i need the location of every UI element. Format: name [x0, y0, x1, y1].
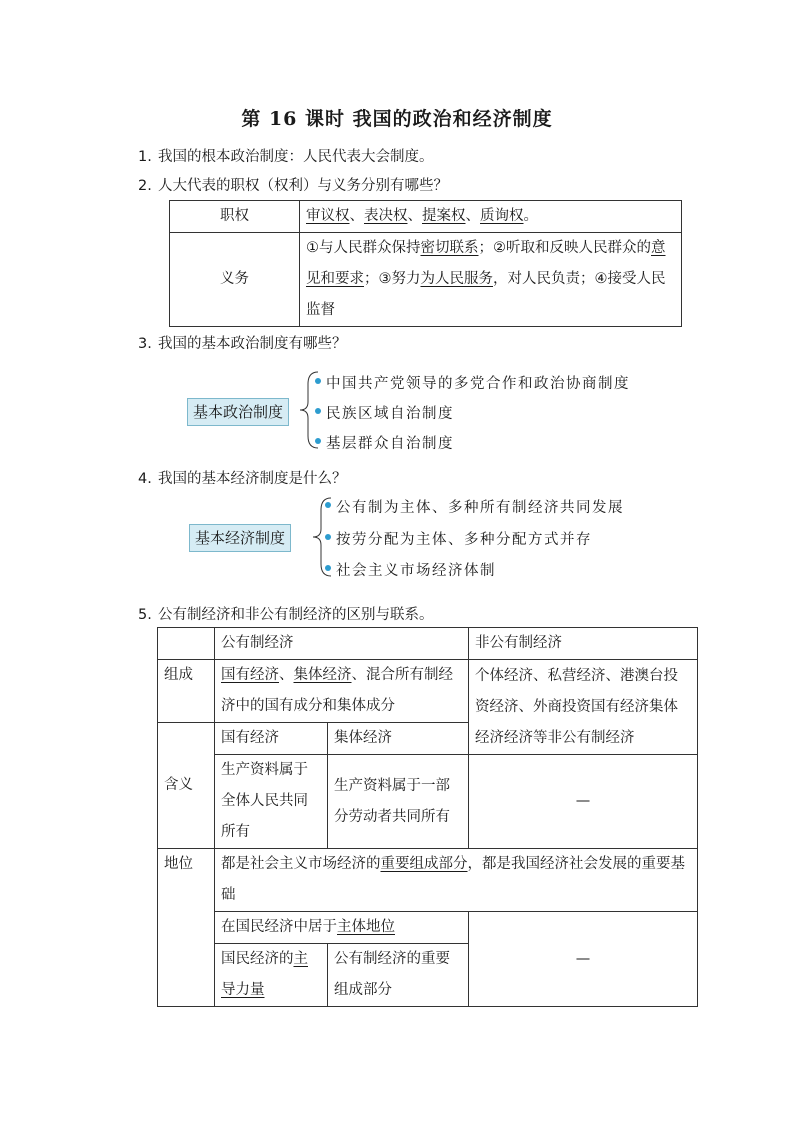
question-text: 我国的基本政治制度有哪些？: [158, 336, 347, 352]
text: 、混合所有制经济中的国有成分和集体成分: [221, 667, 453, 714]
text: ，对人民负责；④接受人民监督: [306, 271, 666, 318]
answer-blank: 集体经济: [293, 667, 352, 683]
question-5: [138, 603, 434, 624]
nonpublic-status-cell: —: [469, 912, 698, 1007]
question-3: [138, 332, 347, 353]
mindmap-item-text: 公有制为主体、多种所有制经济共同发展: [336, 500, 624, 516]
duties-cell: [300, 233, 682, 327]
row-label: 含义: [158, 723, 215, 849]
mindmap-item-text: 民族区域自治制度: [326, 406, 454, 422]
common-status-cell: [215, 849, 698, 912]
state-economy-header: 国有经济: [215, 723, 328, 755]
separator: 、: [465, 208, 480, 224]
state-meaning-cell: 生产资料属于全体人民共同所有: [215, 755, 328, 849]
text: ；②听取和反映人民群众的: [478, 240, 651, 256]
separator: 、: [279, 667, 294, 683]
table-row: [158, 849, 698, 912]
bullet-icon: [315, 408, 321, 414]
table-row: [170, 201, 682, 233]
answer-blank: 提案权: [422, 208, 466, 224]
collective-meaning-cell: 生产资料属于一部分劳动者共同所有: [328, 755, 469, 849]
mindmap-item: [315, 372, 630, 393]
row-label: 义务: [170, 233, 300, 327]
bullet-icon: [315, 438, 321, 444]
answer-blank: 密切联系: [420, 240, 479, 256]
mindmap-item: [315, 402, 454, 423]
bullet-icon: [325, 534, 331, 540]
collective-economy-header: 集体经济: [328, 723, 469, 755]
collective-status-cell: 公有制经济的重要组成部分: [328, 944, 469, 1007]
text: ①与人民群众保持: [306, 240, 421, 256]
table-row: [158, 755, 698, 849]
table-header-row: [158, 628, 698, 660]
table-row: [158, 660, 698, 723]
bullet-icon: [325, 565, 331, 571]
question-text: 人大代表的职权（权利）与义务分别有哪些？: [158, 178, 448, 194]
question-text: 我国的基本经济制度是什么？: [158, 471, 347, 487]
text: 都是社会主义市场经济的: [221, 856, 381, 872]
mindmap-item-text: 基层群众自治制度: [326, 436, 454, 452]
question-2: [138, 174, 448, 195]
separator: 。: [523, 208, 538, 224]
mindmap-center: 基本经济制度: [189, 524, 291, 552]
answer-blank: 意见和要求: [306, 240, 666, 287]
question-4: [138, 467, 347, 488]
header-public: 公有制经济: [215, 628, 469, 660]
page-title: 第 16 课时 我国的政治和经济制度: [241, 108, 553, 130]
question-number: 5.: [138, 607, 152, 623]
nonpublic-compose-cell: 个体经济、私营经济、港澳台投资经济、外商投资国有经济集体经济经济等非公有制经济: [469, 660, 698, 755]
answer-blank: 主导力量: [221, 951, 308, 998]
bullet-icon: [325, 502, 331, 508]
answer-blank: 重要组成部分: [380, 856, 468, 872]
public-compose-cell: [215, 660, 469, 723]
bullet-icon: [315, 378, 321, 384]
text: 在国民经济中居于: [221, 919, 337, 935]
duties-rights-table: [169, 200, 682, 327]
mindmap-item-text: 按劳分配为主体、多种分配方式并存: [336, 532, 592, 548]
answer-blank: 审议权: [306, 208, 350, 224]
mindmap-item-text: 中国共产党领导的多党合作和政治协商制度: [326, 376, 630, 392]
answer-blank: 表决权: [364, 208, 408, 224]
row-label: 组成: [158, 660, 215, 723]
question-1: [138, 145, 434, 166]
question-number: 2.: [138, 178, 152, 194]
text: ，都是我国经济社会发展的重要基础: [221, 856, 685, 903]
mindmap-item: [325, 528, 592, 549]
table-row: [170, 233, 682, 327]
question-number: 3.: [138, 336, 152, 352]
public-status-cell: [215, 912, 469, 944]
question-number: 1.: [138, 149, 152, 165]
ownership-comparison-table: [157, 627, 698, 1007]
mindmap-item-text: 社会主义市场经济体制: [336, 563, 496, 579]
state-status-cell: [215, 944, 328, 1007]
question-text: 公有制经济和非公有制经济的区别与联系。: [158, 607, 434, 623]
answer-blank: 国有经济: [221, 667, 279, 683]
table-row: [158, 912, 698, 944]
answer-blank: 质询权: [480, 208, 524, 224]
mindmap-item: [325, 496, 624, 517]
nonpublic-meaning-cell: —: [469, 755, 698, 849]
row-label: 职权: [170, 201, 300, 233]
text: ；③努力: [364, 271, 421, 287]
mindmap-center: 基本政治制度: [187, 398, 289, 426]
empty-header-cell: [158, 628, 215, 660]
answer-blank: 主体地位: [337, 919, 395, 935]
mindmap-item: [325, 559, 496, 580]
separator: 、: [407, 208, 422, 224]
rights-cell: [300, 201, 682, 233]
question-number: 4.: [138, 471, 152, 487]
separator: 、: [349, 208, 364, 224]
question-text: 我国的根本政治制度：人民代表大会制度。: [158, 149, 434, 165]
mindmap-item: [315, 432, 454, 453]
header-nonpublic: 非公有制经济: [469, 628, 698, 660]
row-label: 地位: [158, 849, 215, 1007]
text: 国民经济的: [221, 951, 294, 967]
answer-blank: 为人民服务: [420, 271, 493, 287]
